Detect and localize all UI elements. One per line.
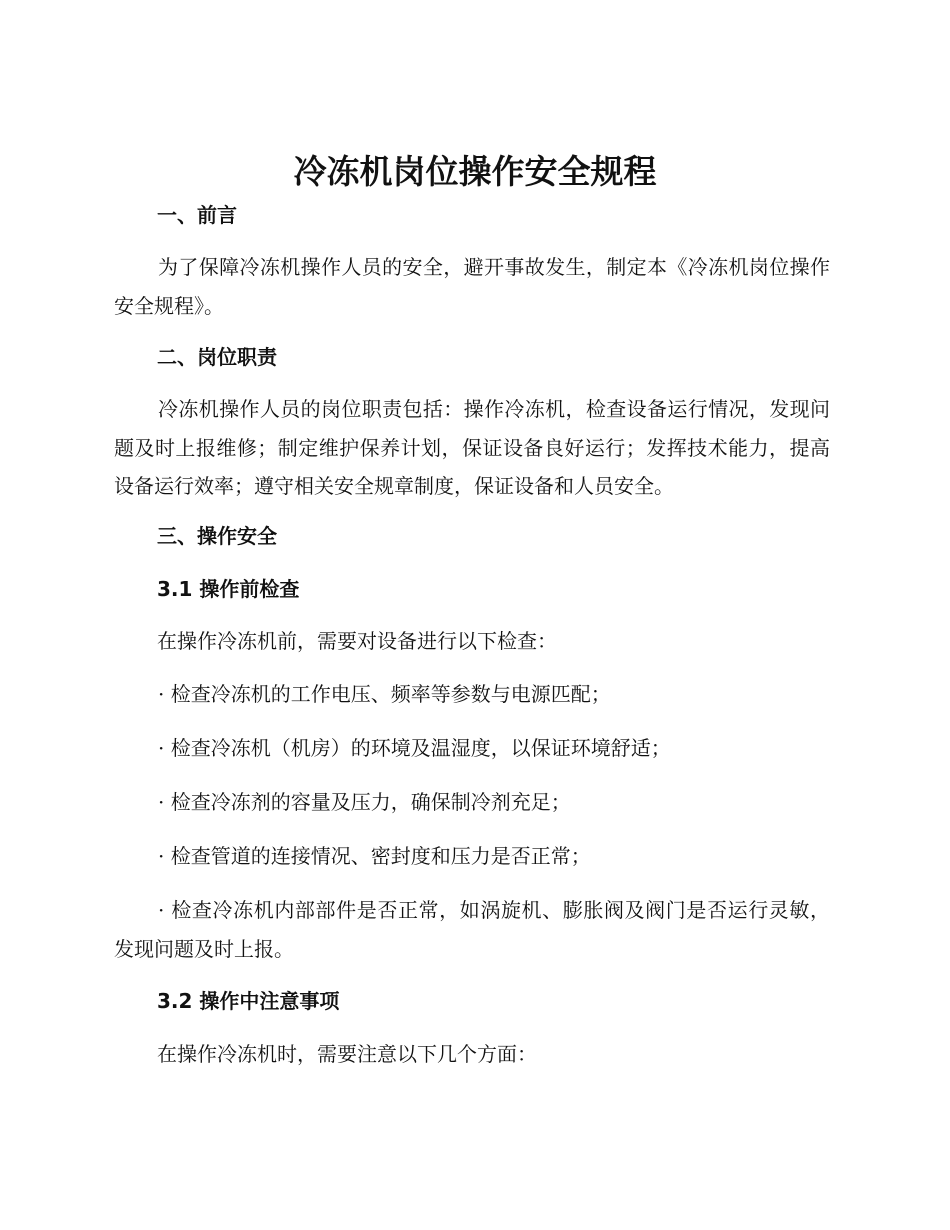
list-item: · 检查管道的连接情况、密封度和压力是否正常； [158,844,591,868]
section-heading-operation-safety: 三、操作安全 [157,524,277,548]
subsection-heading-pre-check: 3.1 操作前检查 [157,577,300,601]
subsection-heading-in-operation: 3.2 操作中注意事项 [157,989,340,1013]
list-item: · 检查冷冻机内部部件是否正常，如涡旋机、膨胀阀及阀门是否运行灵敏，发现问题及时上报。 [114,898,830,961]
section-heading-duties: 二、岗位职责 [157,345,277,369]
list-item: · 检查冷冻机的工作电压、频率等参数与电源匹配； [158,682,611,706]
section-heading-preface: 一、前言 [157,203,237,227]
document-title: 冷冻机岗位操作安全规程 [293,152,657,191]
section-text-preface: 为了保障冷冻机操作人员的安全，避开事故发生，制定本《冷冻机岗位操作安全规程》。 [114,255,830,318]
list-item: · 检查冷冻机（机房）的环境及温湿度，以保证环境舒适； [158,736,671,760]
subsection-intro-pre-check: 在操作冷冻机前，需要对设备进行以下检查： [157,629,557,653]
section-text-duties: 冷冻机操作人员的岗位职责包括：操作冷冻机，检查设备运行情况，发现问题及时上报维修；制定维护保养计划，保证设备良好运行；发挥技术能力，提高设备运行效率；遵守相关安全规章制度，保证设备和人员安全。 [114,397,830,498]
subsection-intro-in-operation: 在操作冷冻机时，需要注意以下几个方面： [157,1042,537,1066]
list-item: · 检查冷冻剂的容量及压力，确保制冷剂充足； [158,790,571,814]
